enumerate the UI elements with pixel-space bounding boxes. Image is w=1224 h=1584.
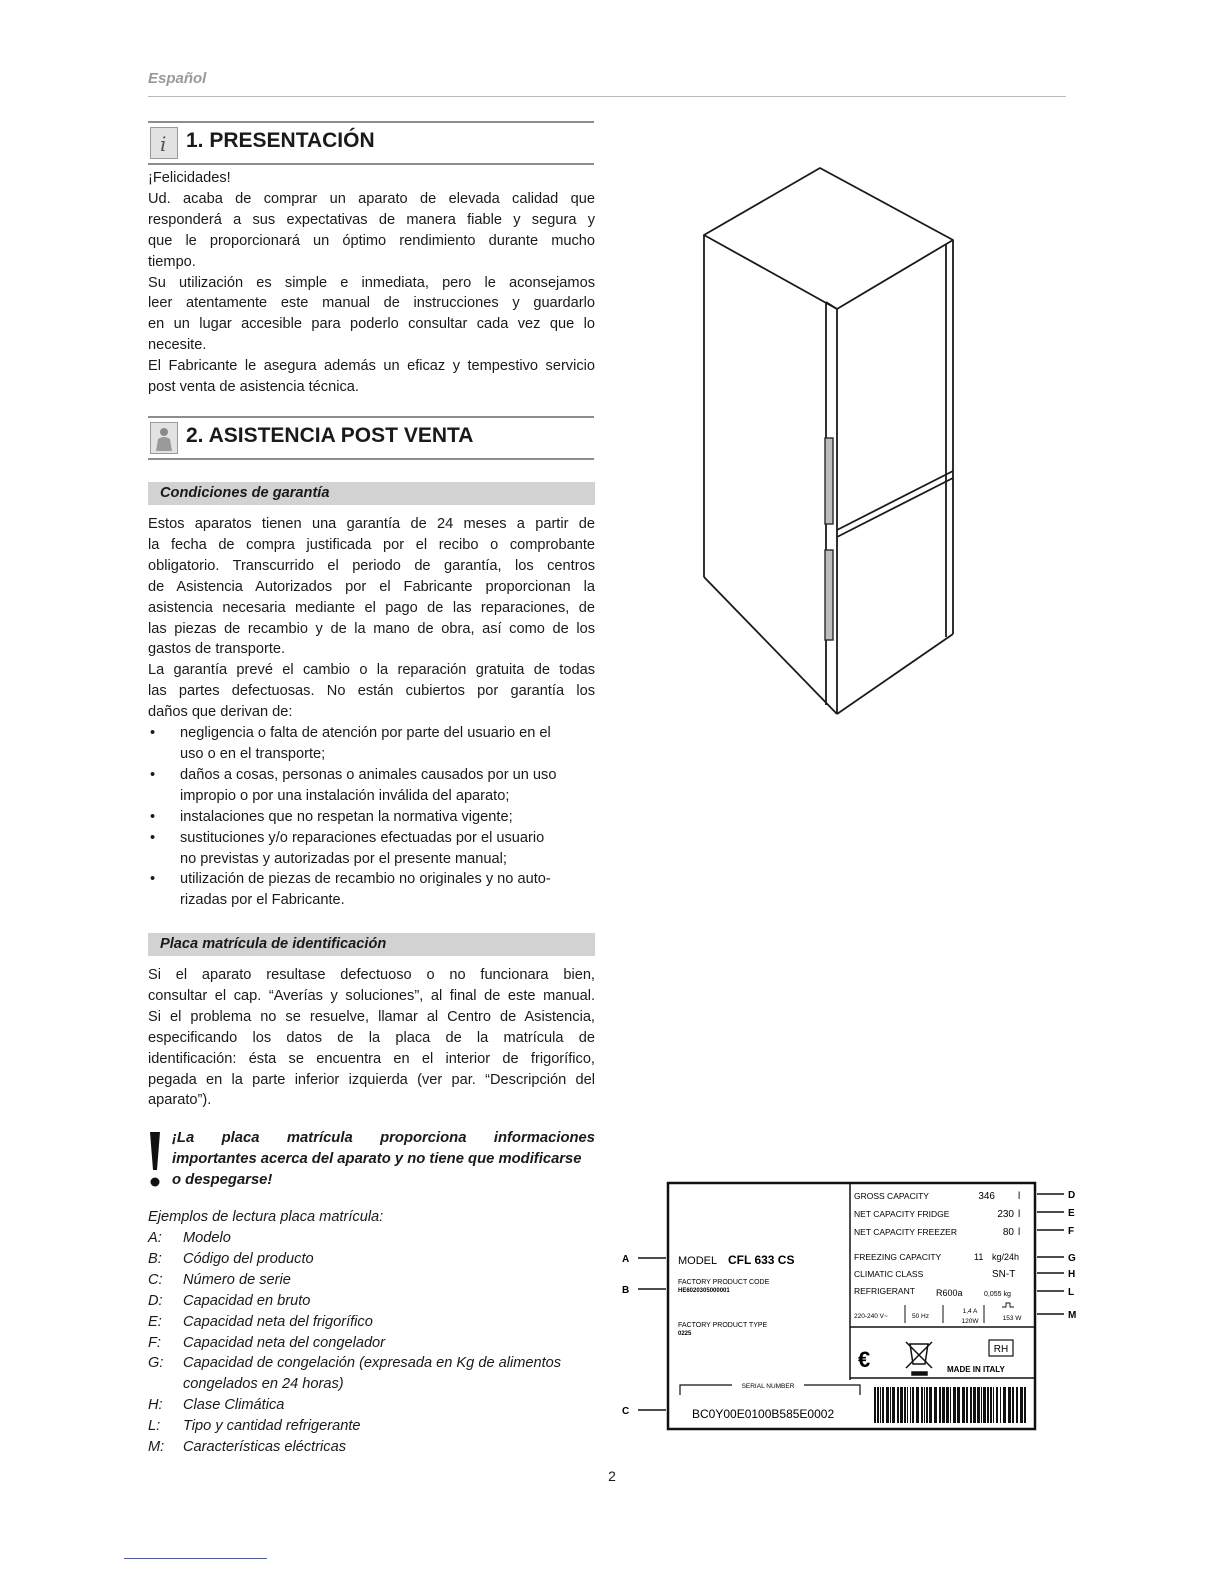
plate-model-label: MODEL	[678, 1255, 718, 1267]
barcode-bar	[953, 1387, 956, 1423]
text-line: importantes acerca del aparato y no tiene que modificarse	[172, 1151, 582, 1167]
plate-voltage: 220-240 V~	[854, 1313, 888, 1320]
text-line: identificación: ésta se encuentra en el interior de frigorífico,	[148, 1050, 595, 1067]
example-text: Clase Climática	[183, 1397, 285, 1414]
text-line: de Asistencia Autorizados por el Fabricante proporcionan la	[148, 578, 595, 595]
barcode-bar	[874, 1387, 876, 1423]
bullet-line: impropio o por una instalación inválida del aparato;	[180, 787, 510, 804]
callout-f: F	[1068, 1226, 1075, 1237]
plate-net-freezer-label: NET CAPACITY FREEZER	[854, 1227, 957, 1237]
plate-refrigerant-qty: 0,055 kg	[984, 1291, 1011, 1298]
text-line: ¡Felicidades!	[148, 170, 231, 186]
plate-current: 1,4 A	[962, 1308, 978, 1315]
example-item	[148, 1374, 595, 1395]
text-line: Si el problema no se resuelve, llamar al Centro de Asistencia,	[148, 1008, 595, 1025]
plate-refrigerant-value: R600a	[936, 1288, 963, 1298]
header-rule	[148, 96, 1066, 97]
barcode-bar	[1012, 1387, 1014, 1423]
plate-made-in: MADE IN ITALY	[947, 1365, 1005, 1374]
text-line: necesite.	[148, 337, 207, 354]
bullet-line: • utilización de piezas de recambio no originales y no auto-	[148, 869, 595, 890]
barcode-bar	[897, 1387, 899, 1423]
example-key: H:	[148, 1397, 163, 1414]
barcode-bar	[962, 1387, 965, 1423]
example-item	[148, 1312, 595, 1333]
plate-text	[148, 965, 595, 1111]
plate-freezing-label: FREEZING CAPACITY	[854, 1252, 942, 1262]
barcode-bar	[966, 1387, 968, 1423]
text-line: especificando los datos de la placa de la matrícula de	[148, 1029, 595, 1046]
section-title: 1. PRESENTACIÓN	[186, 129, 375, 152]
plate-gross-value: 346	[978, 1191, 995, 1202]
barcode-bar	[929, 1387, 932, 1423]
barcode-bar	[990, 1387, 992, 1423]
callout-l: L	[1068, 1287, 1075, 1298]
barcode-bar	[882, 1387, 884, 1423]
barcode-bar	[880, 1387, 881, 1423]
example-item	[148, 1353, 595, 1374]
barcode-bar	[877, 1387, 879, 1423]
text-line: Estos aparatos tienen una garantía de 24 meses a partir de	[148, 516, 595, 532]
barcode-bar	[1003, 1387, 1006, 1423]
example-text: Características eléctricas	[183, 1439, 347, 1456]
example-item	[148, 1437, 595, 1458]
text-line: consultar el cap. “Averías y soluciones”, al final de este manual.	[148, 987, 595, 1004]
examples-list	[148, 1228, 595, 1458]
bullet-line: uso o en el transporte;	[180, 745, 326, 762]
page-number: 2	[608, 1468, 616, 1484]
barcode-bar	[890, 1387, 891, 1423]
callout-m: M	[1068, 1310, 1077, 1321]
plate-serial-value: BC0Y00E0100B585E0002	[692, 1407, 835, 1421]
text-line: Su utilización es simple e inmediata, pero le aconsejamos	[148, 274, 595, 291]
text-line: responderá a sus expectativas de manera fiable y segura y	[148, 211, 595, 228]
barcode-bar	[904, 1387, 906, 1423]
text-line: daños que derivan de:	[148, 704, 293, 721]
example-key: C:	[148, 1271, 163, 1288]
barcode-bar	[926, 1387, 928, 1423]
callout-e: E	[1068, 1208, 1075, 1219]
text-line: aparato”).	[148, 1092, 212, 1109]
section-presentacion-heading	[148, 121, 594, 165]
plate-net-fridge-value: 230	[997, 1209, 1014, 1220]
text-line: Si el aparato resultase defectuoso o no funcionara bien,	[148, 967, 595, 983]
plate-refrigerant-label: REFRIGERANT	[854, 1286, 915, 1296]
bullet-line: • negligencia o falta de atención por parte del usuario en el	[148, 723, 595, 744]
callout-b: B	[622, 1285, 630, 1296]
bullet-line: • instalaciones que no respetan la normativa vigente;	[148, 807, 595, 828]
example-key: M:	[148, 1439, 165, 1456]
barcode-bar	[939, 1387, 941, 1423]
warranty-subheading: Condiciones de garantía	[148, 482, 595, 505]
text-line: obligatorio. Transcurrido el periodo de garantía, los centros	[148, 557, 595, 574]
text-line: leer atentamente este manual de instrucciones y guardarlo	[148, 295, 595, 312]
example-item	[148, 1333, 595, 1354]
fridge-illustration	[700, 165, 960, 722]
text-line: la fecha de compra justificada por el recibo o comprobante	[148, 536, 595, 553]
example-text: Modelo	[183, 1230, 231, 1246]
example-item	[148, 1270, 595, 1291]
examples-title: Ejemplos de lectura placa matrícula:	[148, 1209, 384, 1225]
warranty-text	[148, 514, 595, 911]
example-item	[148, 1228, 595, 1249]
barcode-bar	[1024, 1387, 1026, 1423]
plate-frequency: 50 Hz	[912, 1313, 929, 1320]
text-line: las piezas de recambio y de la mano de obra, así como de los	[148, 620, 595, 637]
plate-freezing-unit: kg/24h	[992, 1252, 1020, 1262]
callout-a: A	[622, 1254, 630, 1265]
bullet-line: no previstas y autorizadas por el presente manual;	[180, 850, 507, 867]
barcode-bar	[970, 1387, 972, 1423]
text-line: Ud. acaba de comprar un aparato de elevada calidad que	[148, 190, 595, 207]
warning-icon	[148, 1132, 162, 1192]
barcode-bar	[892, 1387, 895, 1423]
plate-net-fridge-label: NET CAPACITY FRIDGE	[854, 1209, 950, 1219]
text-line: pegada en la parte inferior izquierda (ver par. “Descripción del	[148, 1071, 595, 1088]
warning-text	[172, 1128, 595, 1191]
plate-defrost-power: 153 W	[1002, 1315, 1022, 1322]
text-line: en un lugar accesible para poderlo consultar cada vez que lo	[148, 316, 595, 333]
barcode-bar	[942, 1387, 945, 1423]
barcode-bar	[993, 1387, 994, 1423]
text-line: que le proporcionará un óptimo rendimiento durante mucho	[148, 232, 595, 249]
example-text: Tipo y cantidad refrigerante	[183, 1418, 361, 1435]
barcode-bar	[900, 1387, 903, 1423]
plate-power: 120W	[961, 1318, 979, 1325]
barcode-bar	[1016, 1387, 1018, 1423]
barcode-bar	[973, 1387, 976, 1423]
example-text: Número de serie	[183, 1271, 291, 1288]
example-item	[148, 1249, 595, 1270]
plate-litre-unit: l	[1018, 1191, 1021, 1202]
example-key: E:	[148, 1313, 162, 1330]
callout-h: H	[1068, 1269, 1076, 1280]
barcode-bar	[987, 1387, 989, 1423]
callout-d: D	[1068, 1190, 1076, 1201]
ce-mark-icon: €	[858, 1347, 871, 1372]
plate-net-freezer-value: 80	[1002, 1227, 1014, 1238]
plate-serial-label: SERIAL NUMBER	[741, 1383, 795, 1390]
example-text: Capacidad en bruto	[183, 1292, 311, 1309]
callout-c: C	[622, 1406, 630, 1417]
barcode-bar	[912, 1387, 914, 1423]
barcode-bar	[910, 1387, 911, 1423]
text-line: ¡La placa matrícula proporciona informaciones	[172, 1130, 595, 1146]
text-line: asistencia necesaria mediante el pago de las reparaciones, de	[148, 599, 595, 616]
example-key: F:	[148, 1334, 161, 1351]
barcode-bar	[996, 1387, 998, 1423]
example-item	[148, 1395, 595, 1416]
plate-factory-type-value: 0225	[678, 1331, 692, 1337]
plate-subheading: Placa matrícula de identificación	[148, 933, 595, 956]
text-line: o despegarse!	[172, 1172, 273, 1188]
plate-litre-unit: l	[1018, 1227, 1021, 1238]
example-item	[148, 1291, 595, 1312]
barcode-bar	[886, 1387, 889, 1423]
callout-g: G	[1068, 1253, 1076, 1264]
example-key: B:	[148, 1250, 162, 1267]
bullet-line: • sustituciones y/o reparaciones efectuadas por el usuario	[148, 828, 595, 849]
rating-plate-illustration	[620, 1180, 1090, 1445]
example-key: G:	[148, 1355, 164, 1372]
info-icon	[150, 127, 178, 159]
example-text: Código del producto	[183, 1250, 314, 1267]
barcode-bar	[1000, 1387, 1001, 1423]
barcode-bar	[921, 1387, 923, 1423]
plate-litre-unit: l	[1018, 1209, 1021, 1220]
example-item	[148, 1416, 595, 1437]
footer-link-rule	[124, 1558, 267, 1559]
example-text: Capacidad neta del congelador	[183, 1334, 386, 1351]
barcode-bar	[957, 1387, 960, 1423]
text-line: post venta de asistencia técnica.	[148, 379, 359, 396]
barcode-bar	[924, 1387, 925, 1423]
example-text: Capacidad neta del frigorífico	[183, 1313, 373, 1330]
language-label: Español	[148, 70, 207, 87]
plate-rh: RH	[993, 1344, 1009, 1355]
example-text: congelados en 24 horas)	[183, 1376, 344, 1393]
barcode-bar	[983, 1387, 986, 1423]
barcode-bar	[916, 1387, 919, 1423]
technician-icon	[150, 422, 178, 454]
plate-factory-type-label: FACTORY PRODUCT TYPE	[678, 1322, 768, 1329]
plate-climatic-value: SN-T	[992, 1269, 1016, 1280]
text-line: tiempo.	[148, 253, 196, 270]
text-line: las partes defectuosas. No están cubiertos por garantía los	[148, 683, 595, 700]
bullet-line: rizadas por el Fabricante.	[180, 892, 345, 909]
barcode-bar	[1020, 1387, 1023, 1423]
presentacion-text	[148, 168, 595, 398]
plate-factory-code-value: HE6020305000001	[678, 1288, 730, 1294]
plate-climatic-label: CLIMATIC CLASS	[854, 1269, 924, 1279]
plate-gross-label: GROSS CAPACITY	[854, 1191, 929, 1201]
section-asistencia-heading	[148, 416, 594, 460]
example-key: L:	[148, 1418, 161, 1435]
barcode-bar	[907, 1387, 908, 1423]
section-title: 2. ASISTENCIA POST VENTA	[186, 424, 474, 447]
barcode-bar	[950, 1387, 951, 1423]
text-line: La garantía prevé el cambio o la reparación gratuita de todas	[148, 662, 595, 679]
barcode-bar	[934, 1387, 937, 1423]
text-line: El Fabricante le asegura además un eficaz y tempestivo servicio	[148, 358, 595, 375]
plate-freezing-value: 11	[974, 1252, 984, 1262]
barcode-bar	[1008, 1387, 1011, 1423]
barcode-bar	[977, 1387, 980, 1423]
barcode-bar	[946, 1387, 949, 1423]
barcode-bar	[981, 1387, 982, 1423]
example-key: A:	[148, 1230, 162, 1246]
example-text: Capacidad de congelación (expresada en Kg de alimentos	[183, 1355, 562, 1372]
example-key: D:	[148, 1292, 163, 1309]
svg-text:i: i	[160, 132, 167, 156]
text-line: gastos de transporte.	[148, 641, 286, 658]
bullet-line: • daños a cosas, personas o animales causados por un uso	[148, 765, 595, 786]
plate-model-value: CFL 633 CS	[728, 1253, 795, 1267]
plate-factory-code-label: FACTORY PRODUCT CODE	[678, 1279, 770, 1286]
